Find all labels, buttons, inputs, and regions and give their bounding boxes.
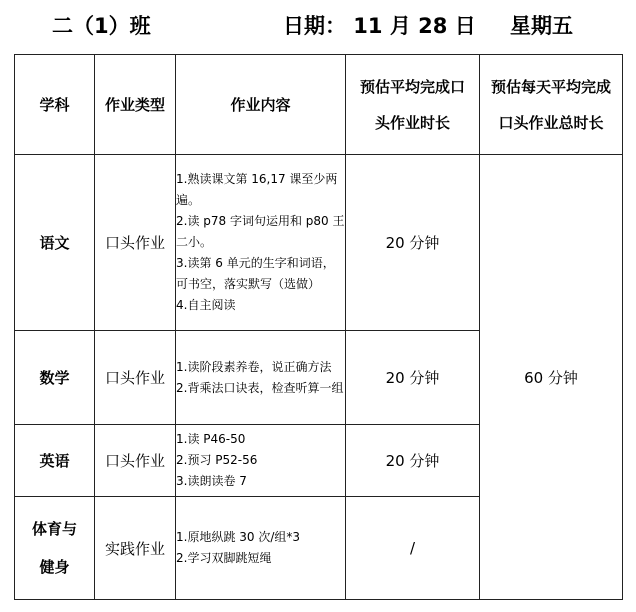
- homework-table: [14, 54, 623, 600]
- content-cell: [176, 331, 346, 425]
- daily-total-cell: 60 分钟: [480, 155, 623, 600]
- table-header-row: [15, 55, 623, 155]
- col-header-avg-time: [346, 55, 480, 155]
- content-line: 1.读阶段素养卷，说正确方法: [176, 359, 332, 374]
- subject-cell: 数学: [15, 331, 95, 425]
- subject-cell: 英语: [15, 425, 95, 497]
- content-line: 2.预习 P52-56: [176, 453, 258, 467]
- content-cell: [176, 155, 346, 331]
- table-row: [15, 155, 623, 331]
- content-line: 2.学习双脚跳短绳: [176, 551, 272, 565]
- type-cell: 口头作业: [95, 425, 176, 497]
- content-line: 4.自主阅读: [176, 298, 236, 312]
- subject-text: 体育与健身: [31, 520, 77, 576]
- col-header-type: 作业类型: [95, 55, 176, 155]
- content-line: 1.原地纵跳 30 次/组*3: [176, 530, 301, 544]
- avg-time-cell: /: [346, 497, 480, 600]
- content-line: 1.熟读课文第 16,17 课至少两遍。: [176, 172, 338, 207]
- avg-time-cell: 20 分钟: [346, 425, 480, 497]
- subject-cell: [15, 497, 95, 600]
- content-line: 1.读 P46-50: [176, 432, 246, 446]
- content-line: 2.读 p78 字词句运用和 p80 王二小。: [176, 214, 345, 249]
- weekday-label: 星期五: [510, 14, 573, 38]
- class-name: 二（1）班: [52, 14, 151, 38]
- type-cell: 口头作业: [95, 155, 176, 331]
- content-cell: [176, 425, 346, 497]
- col-header-content: 作业内容: [176, 55, 346, 155]
- col-header-avg-time-text: 预估平均完成口头作业时长: [359, 77, 465, 132]
- type-cell: 实践作业: [95, 497, 176, 600]
- avg-time-cell: 20 分钟: [346, 331, 480, 425]
- avg-time-cell: 20 分钟: [346, 155, 480, 331]
- content-cell: [176, 497, 346, 600]
- type-cell: 口头作业: [95, 331, 176, 425]
- content-line: 3.读朗读卷 7: [176, 474, 247, 488]
- page-header: [0, 10, 636, 40]
- subject-cell: 语文: [15, 155, 95, 331]
- col-header-daily-total: [480, 55, 623, 155]
- content-line: 2.背乘法口诀表，检查听算一组: [176, 380, 344, 395]
- date-label: 日期： 11 月 28 日: [283, 14, 476, 38]
- col-header-daily-total-text: 预估每天平均完成口头作业总时长: [490, 77, 611, 132]
- col-header-subject: 学科: [15, 55, 95, 155]
- content-line: 3.读第 6 单元的生字和词语，可书空，落实默写（选做）: [176, 256, 335, 291]
